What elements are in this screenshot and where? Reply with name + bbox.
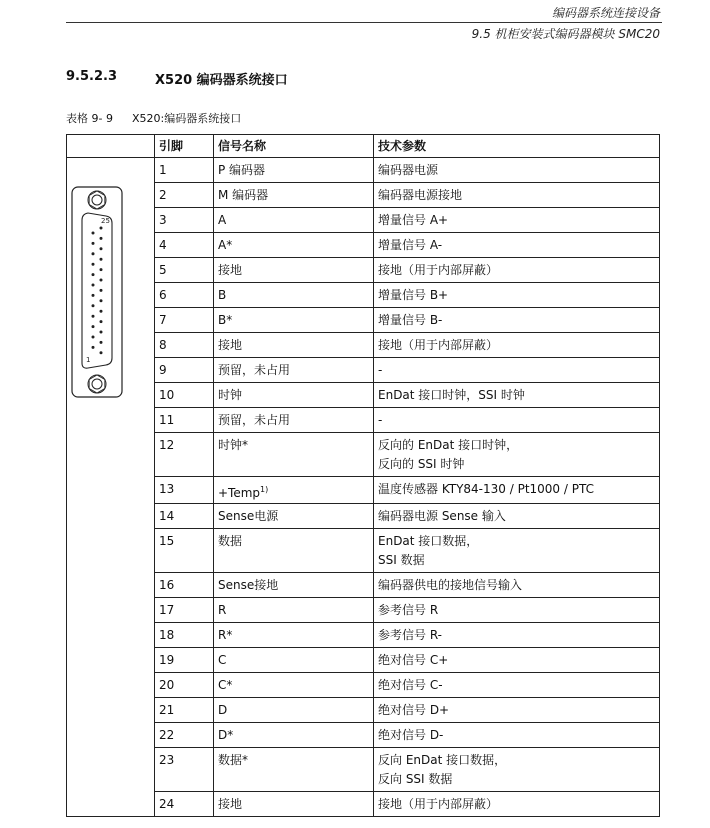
signal-name <box>214 477 374 504</box>
tech-param <box>374 158 660 183</box>
pin-number: 1 <box>155 158 214 183</box>
tech-param <box>374 308 660 333</box>
tech-param <box>374 283 660 308</box>
connector-pin <box>100 341 103 344</box>
connector-cell <box>67 158 155 817</box>
tech-param-line: 增量信号 A- <box>378 238 443 252</box>
section-header: 9.5 机柜安装式编码器模块 SMC20 <box>471 27 660 41</box>
signal-name <box>214 573 374 598</box>
pin-table <box>66 134 660 817</box>
tech-param-line: 绝对信号 D+ <box>378 703 450 717</box>
table-row <box>67 283 660 308</box>
table-row <box>67 792 660 817</box>
signal-name-text: B* <box>218 313 233 327</box>
signal-name-text: Sense接地 <box>218 578 279 592</box>
pin-25-label: 25 <box>101 217 110 225</box>
connector-pin <box>100 258 103 261</box>
tech-param-line: 反向的 SSI 时钟 <box>378 457 465 471</box>
tech-param-line: 绝对信号 C- <box>378 678 443 692</box>
pin-number: 6 <box>155 283 214 308</box>
pin-number: 21 <box>155 698 214 723</box>
signal-name <box>214 208 374 233</box>
tech-param <box>374 333 660 358</box>
signal-name-text: 预留，未占用 <box>218 363 291 377</box>
table-row <box>67 433 660 477</box>
connector-pin <box>100 331 103 334</box>
tech-param <box>374 383 660 408</box>
signal-name-text: C <box>218 653 227 667</box>
table-row <box>67 258 660 283</box>
tech-param-line: 增量信号 A+ <box>378 213 449 227</box>
signal-name <box>214 504 374 529</box>
table-row <box>67 383 660 408</box>
tech-param <box>374 529 660 573</box>
table-row <box>67 529 660 573</box>
table-row <box>67 408 660 433</box>
pin-number: 23 <box>155 748 214 792</box>
signal-name <box>214 383 374 408</box>
table-row <box>67 623 660 648</box>
tech-param-line: 增量信号 B+ <box>378 288 449 302</box>
connector-pin <box>92 242 95 245</box>
pin-number: 4 <box>155 233 214 258</box>
pin-number: 19 <box>155 648 214 673</box>
connector-pin <box>100 247 103 250</box>
connector-pin <box>92 232 95 235</box>
section-title: X520 编码器系统接口 <box>155 73 288 88</box>
tech-param-line: - <box>378 413 383 427</box>
signal-name-text: 数据 <box>218 534 243 548</box>
signal-name <box>214 723 374 748</box>
signal-name-text: +Temp <box>218 486 261 500</box>
tech-param <box>374 477 660 504</box>
pin-number: 9 <box>155 358 214 383</box>
signal-name-text: 接地 <box>218 263 243 277</box>
signal-name-text: R* <box>218 628 233 642</box>
tech-param <box>374 723 660 748</box>
table-row <box>67 158 660 183</box>
table-row <box>67 208 660 233</box>
signal-name-text: M 编码器 <box>218 188 269 202</box>
pin-number: 7 <box>155 308 214 333</box>
table-row <box>67 723 660 748</box>
signal-name <box>214 529 374 573</box>
signal-name <box>214 158 374 183</box>
signal-name <box>214 698 374 723</box>
connector-pin <box>100 299 103 302</box>
tech-param-line: 编码器电源接地 <box>378 188 463 202</box>
signal-name <box>214 748 374 792</box>
signal-name <box>214 183 374 208</box>
connector-pin <box>100 320 103 323</box>
connector-pin <box>100 237 103 240</box>
signal-name-text: 接地 <box>218 797 243 811</box>
signal-name <box>214 408 374 433</box>
tech-param-line: 绝对信号 D- <box>378 728 444 742</box>
pin-number: 15 <box>155 529 214 573</box>
table-row <box>67 183 660 208</box>
tech-param-line: 编码器电源 <box>378 163 439 177</box>
signal-name-text: D* <box>218 728 234 742</box>
pin-1-label: 1 <box>86 356 91 364</box>
table-caption-title: X520:编码器系统接口 <box>132 112 242 125</box>
dsub-25-connector-icon <box>71 186 123 398</box>
signal-name-text: R <box>218 603 227 617</box>
table-row <box>67 698 660 723</box>
signal-name-text: 时钟* <box>218 438 249 452</box>
tech-param-line: 绝对信号 C+ <box>378 653 449 667</box>
tech-param <box>374 748 660 792</box>
pin-number: 20 <box>155 673 214 698</box>
pin-number: 3 <box>155 208 214 233</box>
signal-name <box>214 258 374 283</box>
signal-name-text: 数据* <box>218 753 249 767</box>
tech-param <box>374 258 660 283</box>
signal-name <box>214 792 374 817</box>
tech-param-line: 参考信号 R- <box>378 628 442 642</box>
pin-number: 14 <box>155 504 214 529</box>
pin-number: 18 <box>155 623 214 648</box>
pin-number: 11 <box>155 408 214 433</box>
connector-pin <box>100 351 103 354</box>
tech-param-line: EnDat 接口数据， <box>378 534 479 548</box>
signal-name-text: B <box>218 288 227 302</box>
tech-param-line: 接地（用于内部屏蔽） <box>378 338 499 352</box>
table-row <box>67 598 660 623</box>
table-row <box>67 477 660 504</box>
chapter-header: 编码器系统连接设备 <box>551 6 660 20</box>
tech-param-line: 温度传感器 KTY84-130 / Pt1000 / PTC <box>378 482 594 496</box>
table-header-row <box>67 135 660 158</box>
tech-param <box>374 698 660 723</box>
pin-number: 5 <box>155 258 214 283</box>
tech-param <box>374 504 660 529</box>
tech-param-line: SSI 数据 <box>378 553 425 567</box>
connector-pin <box>100 268 103 271</box>
tech-param-line: EnDat 接口时钟，SSI 时钟 <box>378 388 525 402</box>
connector-pin <box>100 279 103 282</box>
connector-pin <box>92 315 95 318</box>
tech-param <box>374 673 660 698</box>
pin-number: 8 <box>155 333 214 358</box>
tech-param <box>374 233 660 258</box>
tech-param <box>374 573 660 598</box>
pin-number: 13 <box>155 477 214 504</box>
tech-param-line: 增量信号 B- <box>378 313 443 327</box>
pin-number: 17 <box>155 598 214 623</box>
table-row <box>67 358 660 383</box>
tech-param-line: 反向 EnDat 接口数据， <box>378 753 507 767</box>
pin-number: 24 <box>155 792 214 817</box>
pin-number: 22 <box>155 723 214 748</box>
signal-name <box>214 308 374 333</box>
connector-pin <box>100 289 103 292</box>
pin-number: 10 <box>155 383 214 408</box>
table-row <box>67 333 660 358</box>
connector-pin <box>92 273 95 276</box>
connector-pin <box>92 336 95 339</box>
table-row <box>67 504 660 529</box>
tech-param-line: 参考信号 R <box>378 603 439 617</box>
tech-param <box>374 623 660 648</box>
tech-param-line: 接地（用于内部屏蔽） <box>378 263 499 277</box>
table-row <box>67 308 660 333</box>
signal-name-text: P 编码器 <box>218 163 266 177</box>
tech-param <box>374 183 660 208</box>
column-header-pin: 引脚 <box>155 135 214 158</box>
connector-pin <box>100 310 103 313</box>
signal-name-text: 预留，未占用 <box>218 413 291 427</box>
signal-name <box>214 233 374 258</box>
connector-pin <box>92 304 95 307</box>
tech-param-line: 编码器供电的接地信号输入 <box>378 578 523 592</box>
column-header-signal: 信号名称 <box>214 135 374 158</box>
tech-param-line: - <box>378 363 383 377</box>
tech-param <box>374 648 660 673</box>
connector-header <box>67 135 155 158</box>
pin-number: 12 <box>155 433 214 477</box>
table-row <box>67 673 660 698</box>
tech-param <box>374 598 660 623</box>
tech-param-line: 反向 SSI 数据 <box>378 772 453 786</box>
signal-name-text: 时钟 <box>218 388 243 402</box>
signal-name <box>214 283 374 308</box>
tech-param-line: 接地（用于内部屏蔽） <box>378 797 499 811</box>
signal-name-text: 接地 <box>218 338 243 352</box>
connector-pin <box>92 284 95 287</box>
tech-param <box>374 408 660 433</box>
signal-name-text: C* <box>218 678 233 692</box>
tech-param-line: 反向的 EnDat 接口时钟， <box>378 438 519 452</box>
table-row <box>67 573 660 598</box>
signal-name <box>214 333 374 358</box>
table-caption-label: 表格 9- 9 <box>66 112 113 125</box>
connector-pin <box>100 227 103 230</box>
signal-name <box>214 648 374 673</box>
section-number: 9.5.2.3 <box>66 69 117 84</box>
table-row <box>67 233 660 258</box>
connector-pin <box>92 252 95 255</box>
footnote-marker: 1) <box>260 485 269 494</box>
pin-number: 16 <box>155 573 214 598</box>
pin-number: 2 <box>155 183 214 208</box>
header-rule <box>66 22 662 23</box>
connector-pin <box>92 294 95 297</box>
table-row <box>67 748 660 792</box>
signal-name-text: A <box>218 213 227 227</box>
signal-name-text: A* <box>218 238 233 252</box>
table-row <box>67 648 660 673</box>
tech-param <box>374 208 660 233</box>
signal-name <box>214 623 374 648</box>
signal-name-text: D <box>218 703 228 717</box>
signal-name <box>214 598 374 623</box>
connector-pin <box>92 263 95 266</box>
tech-param-line: 编码器电源 Sense 输入 <box>378 509 506 523</box>
signal-name <box>214 673 374 698</box>
tech-param <box>374 792 660 817</box>
tech-param <box>374 358 660 383</box>
column-header-tech: 技术参数 <box>374 135 660 158</box>
signal-name <box>214 433 374 477</box>
signal-name-text: Sense电源 <box>218 509 279 523</box>
signal-name <box>214 358 374 383</box>
connector-pin <box>92 346 95 349</box>
connector-pin <box>92 325 95 328</box>
tech-param <box>374 433 660 477</box>
